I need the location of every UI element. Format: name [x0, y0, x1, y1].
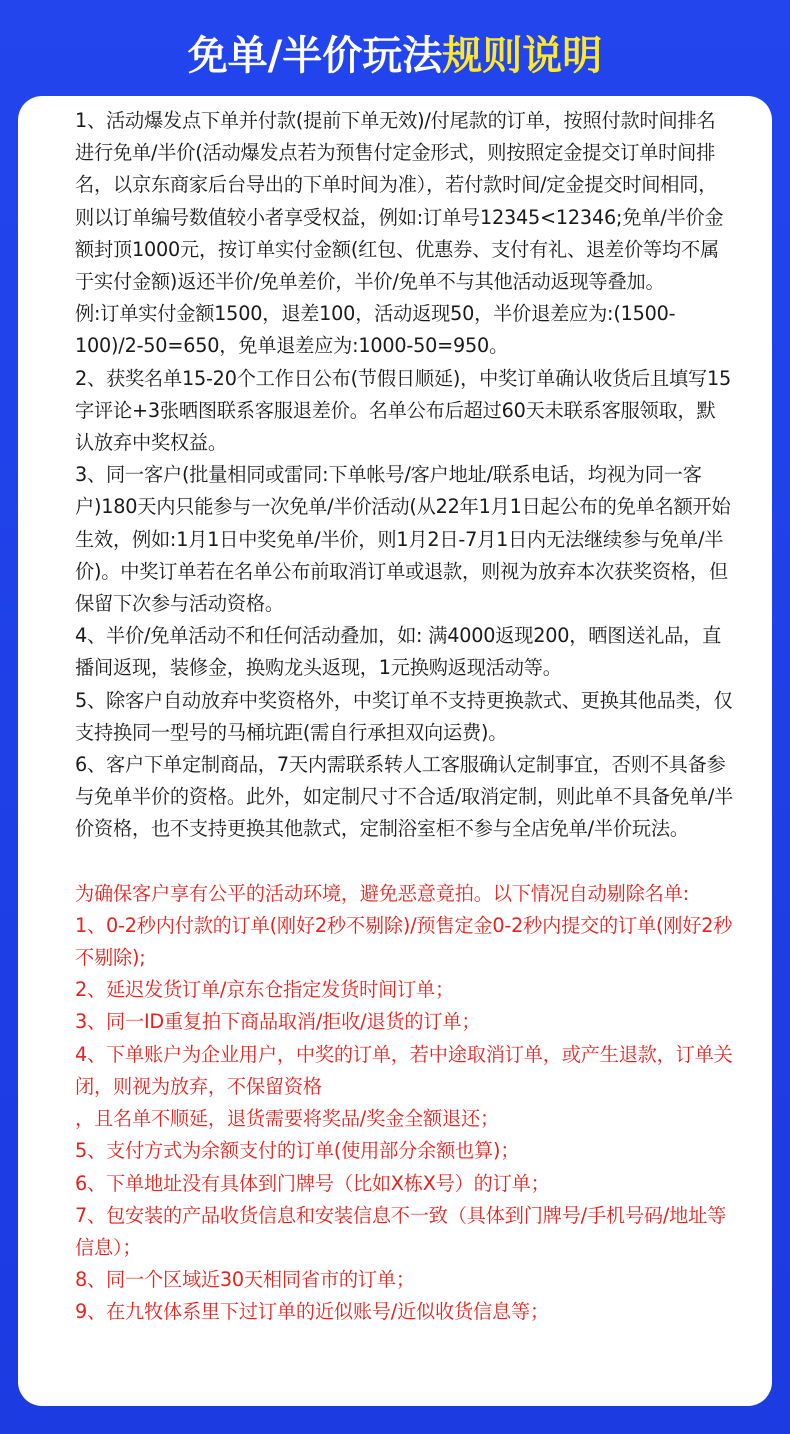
exclusion-notice	[75, 878, 734, 1329]
exclusion-item-3: 3、同一ID重复拍下商品取消/拒收/退货的订单；	[75, 1010, 481, 1034]
exclusion-item-5: 5、支付方式为余额支付的订单(使用部分余额也算)；	[75, 1139, 520, 1163]
page-title-part1: 免单/半价玩法	[187, 33, 443, 79]
exclusion-item-6: 6、下单地址没有具体到门牌号（比如X栋X号）的订单；	[75, 1171, 550, 1195]
rule-item-6: 6、客户下单定制商品，7天内需联系转人工客服确认定制事宜，否则不具备参与免单半价的资格。此外，如定制尺寸不合适/取消定制，则此单不具备免单/半价资格，也不支持更换其他款式，定制浴室柜不参与全店免单/半价玩法。	[75, 753, 734, 841]
rules-card	[18, 96, 772, 1406]
exclusion-item-9: 9、在九牧体系里下过订单的近似账号/近似收货信息等；	[75, 1300, 549, 1324]
rule-item-1: 1、活动爆发点下单并付款(提前下单无效)/付尾款的订单，按照付款时间排名进行免单/半价(活动爆发点若为预售付定金形式，则按照定金提交订单时间排名，以京东商家后台导出的下单时间为准），若付款时间/定金提交时间相同，则以订单编号数值较小者享受权益，例如:订单号12345<12346;免单/半价金额封顶1000元，按订单实付金额(红包、优惠券、支付有礼、退差价等均不属于实付金额)返还半价/免单差价，半价/免单不与其他活动返现等叠加。	[75, 109, 724, 294]
exclusion-intro: 为确保客户享有公平的活动环境，避免恶意竟拍。以下情况自动剔除名单:	[75, 881, 689, 905]
rule-item-5: 5、除客户自动放弃中奖资格外，中奖订单不支持更换款式、更换其他品类，仅支持换同一型号的马桶坑距(需自行承担双向运费)。	[75, 688, 733, 744]
rule-example: 例:订单实付金额1500，退差100，活动返现50，半价退差应为:(1500-100)/2-50=650，免单退差应为:1000-50=950。	[75, 302, 676, 358]
page-title-part2: 规则说明	[442, 33, 603, 79]
rule-item-3: 3、同一客户(批量相同或雷同:下单帐号/客户地址/联系电话，均视为同一客户)180天内只能参与一次免单/半价活动(从22年1月1日起公布的免单名额开始生效，例如:1月1日中奖免单/半价，则1月2日-7月1日内无法继续参与免单/半价)。中奖订单若在名单公布前取消订单或退款，则视为放弃本次获奖资格，但保留下次参与活动资格。	[75, 463, 731, 616]
exclusion-item-2: 2、延迟发货订单/京东仓指定发货时间订单；	[75, 978, 455, 1002]
exclusion-item-8: 8、同一个区域近30天相同省市的订单；	[75, 1268, 415, 1292]
exclusion-item-1: 1、0-2秒内付款的订单(刚好2秒不剔除)/预售定金0-2秒内提交的订单(刚好2秒不剔除);	[75, 913, 733, 970]
page-title	[0, 28, 790, 84]
exclusion-item-7: 7、包安装的产品收货信息和安装信息不一致（具体到门牌号/手机号码/地址等信息）；	[75, 1203, 727, 1259]
exclusion-item-4: 4、下单账户为企业用户，中奖的订单，若中途取消订单，或产生退款，订单关闭，则视为放弃，不保留资格	[75, 1042, 733, 1098]
exclusion-item-4-continued: ，且名单不顺延，退货需要将奖品/奖金全额退还；	[75, 1107, 499, 1131]
rules-list	[75, 105, 734, 846]
rule-item-2: 2、获奖名单15-20个工作日公布(节假日顺延)，中奖订单确认收货后且填写15字评论+3张晒图联系客服退差价。名单公布后超过60天未联系客服领取，默认放弃中奖权益。	[75, 366, 731, 455]
rule-item-4: 4、半价/免单活动不和任何活动叠加，如: 满4000返现200，晒图送礼品，直播间返现，装修金，换购龙头返现，1元换购返现活动等。	[75, 624, 722, 680]
